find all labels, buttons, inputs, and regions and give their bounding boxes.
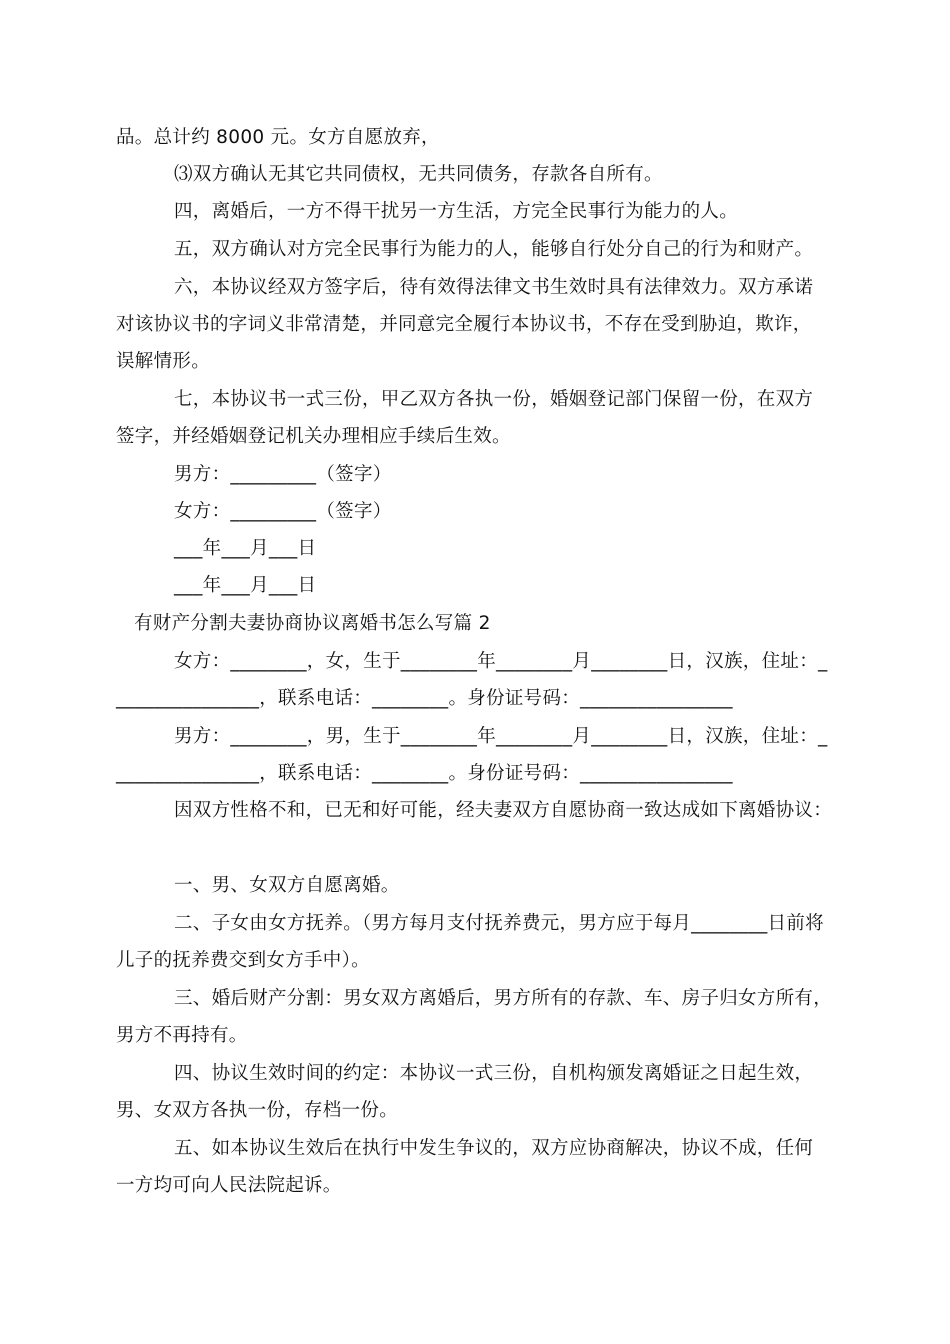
text-line: 品。总计约 8000 元。女方自愿放弃， [116,127,440,148]
text-line: 男方不再持有。 [116,1025,248,1046]
agreement-clause: 三、婚后财产分割：男女双方离婚后，男方所有的存款、车、房子归女方所有， [174,988,833,1009]
date-line: ___年___月___日 [174,538,317,559]
signature-line-female: 女方：_________（签字） [174,501,392,522]
text-line: 因双方性格不和，已无和好可能，经夫妻双方自愿协商一致达成如下离婚协议： [174,800,833,821]
signature-line-male: 男方：_________（签字） [174,464,392,485]
text-line: 儿子的抚养费交到女方手中）。 [116,950,370,971]
party-info-line: 女方：________，女，生于________年________月________日，汉族，住址：_ [174,651,828,672]
agreement-clause: 一、男、女双方自愿离婚。 [174,875,400,896]
party-info-line: 男方：________，男，生于________年________月________日，汉族，住址：_ [174,726,828,747]
date-line: ___年___月___日 [174,575,317,596]
text-line: 男、女双方各执一份，存档一份。 [116,1100,399,1121]
text-line: 五，双方确认对方完全民事行为能力的人，能够自行处分自己的行为和财产。 [174,239,814,260]
text-line: 七，本协议书一式三份，甲乙双方各执一份，婚姻登记部门保留一份，在双方 [174,389,814,410]
party-info-line: _______________，联系电话：________。身份证号码：________________ [116,688,733,709]
party-info-line: _______________，联系电话：________。身份证号码：________________ [116,763,733,784]
section-heading: 有财产分割夫妻协商协议离婚书怎么写篇 2 [134,613,491,634]
text-line: 四，离婚后，一方不得干扰另一方生活，方完全民事行为能力的人。 [174,201,739,222]
text-line: 误解情形。 [116,351,211,372]
text-line: 签字，并经婚姻登记机关办理相应手续后生效。 [116,426,511,447]
text-line: 对该协议书的字词义非常清楚，并同意完全履行本协议书，不存在受到胁迫，欺诈， [116,314,812,335]
text-line: 六，本协议经双方签字后，待有效得法律文书生效时具有法律效力。双方承诺 [174,277,814,298]
agreement-clause: 五、如本协议生效后在执行中发生争议的，双方应协商解决，协议不成，任何 [174,1138,814,1159]
text-line: 一方均可向人民法院起诉。 [116,1175,342,1196]
agreement-clause: 二、子女由女方抚养。（男方每月支付抚养费元，男方应于每月________日前将 [174,913,824,934]
agreement-clause: 四、协议生效时间的约定：本协议一式三份，自机构颁发离婚证之日起生效， [174,1063,814,1084]
text-line: ⑶双方确认无其它共同债权，无共同债务，存款各自所有。 [174,164,663,185]
